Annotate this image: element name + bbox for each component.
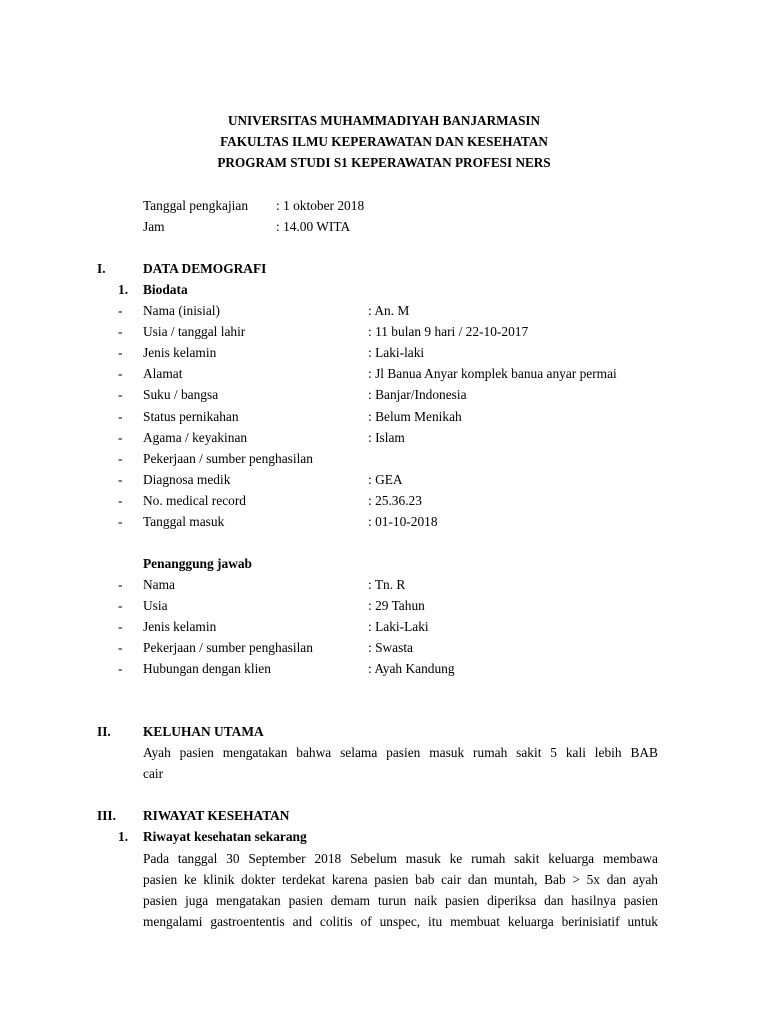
section1-number: I. [97, 261, 106, 276]
row-label: No. medical record [143, 492, 246, 508]
section2-number: II. [97, 724, 111, 739]
row-dash: - [118, 598, 123, 614]
row-label: Pekerjaan / sumber penghasilan [143, 450, 313, 466]
row-label: Jenis kelamin [143, 345, 217, 361]
program-title: PROGRAM STUDI S1 KEPERAWATAN PROFESI NERS [217, 155, 551, 170]
row-value: : Tn. R [368, 577, 406, 592]
row-value: : GEA [368, 471, 403, 487]
row-value: : Ayah Kandung [368, 661, 455, 677]
section3-number: III. [97, 808, 116, 823]
row-label: Hubungan dengan klien [143, 661, 271, 677]
row-dash: - [118, 471, 123, 487]
row-dash: - [118, 661, 123, 677]
row-value: : 29 Tahun [368, 598, 425, 614]
university-title: UNIVERSITAS MUHAMMADIYAH BANJARMASIN [227, 113, 541, 128]
row-dash: - [118, 324, 123, 340]
meta-date-value: : 1 oktober 2018 [276, 198, 365, 213]
row-value: : Islam [368, 429, 405, 445]
row-dash: - [118, 577, 123, 592]
biodata-title: Biodata [143, 282, 188, 297]
row-label: Agama / keyakinan [143, 429, 248, 445]
section1-title: DATA DEMOGRAFI [143, 261, 267, 276]
row-dash: - [118, 514, 123, 529]
row-label: Nama (inisial) [143, 303, 220, 318]
row-value: : Jl Banua Anyar komplek banua anyar permai [368, 366, 617, 382]
row-label: Suku / bangsa [143, 387, 219, 403]
row-label: Jenis kelamin [143, 619, 217, 635]
row-dash: - [118, 429, 123, 445]
section2-title: KELUHAN UTAMA [143, 724, 264, 739]
row-value: : Banjar/Indonesia [368, 387, 467, 403]
row-value: : Belum Menikah [368, 408, 462, 424]
faculty-title: FAKULTAS ILMU KEPERAWATAN DAN KESEHATAN [220, 134, 548, 149]
row-value: : Laki-Laki [368, 619, 429, 635]
row-label: Usia [143, 598, 168, 614]
row-dash: - [118, 366, 123, 382]
riwayat-line-1: Pada tanggal 30 September 2018 Sebelum masuk ke rumah sakit keluarga membawa [143, 851, 658, 866]
penanggung-title: Penanggung jawab [143, 556, 253, 571]
row-dash: - [118, 387, 123, 403]
riwayat-line-3: pasien juga mengatakan pasien demam turun naik pasien diperiksa dan hasilnya pasien [143, 893, 658, 908]
row-dash: - [118, 640, 123, 656]
row-value: : 01-10-2018 [368, 514, 438, 529]
row-value: : Swasta [368, 640, 414, 656]
row-value: : 25.36.23 [368, 492, 422, 508]
row-label: Tanggal masuk [143, 514, 225, 529]
row-dash: - [118, 345, 123, 361]
riwayat-number: 1. [118, 829, 129, 844]
row-value: : 11 bulan 9 hari / 22-10-2017 [368, 324, 529, 340]
row-label: Usia / tanggal lahir [143, 324, 246, 340]
meta-time-value: : 14.00 WITA [276, 219, 351, 234]
keluhan-line-2: cair [143, 766, 164, 781]
riwayat-line-2: pasien ke klinik dokter terdekat karena pasien bab cair dan muntah, Bab > 5x dan ayah [143, 872, 658, 887]
row-label: Nama [143, 577, 175, 592]
riwayat-line-4: mengalami gastroententis and colitis of unspec, itu membuat keluarga berinisiatif untuk [143, 914, 658, 929]
row-dash: - [118, 303, 123, 318]
row-value: : Laki-laki [368, 345, 425, 361]
row-dash: - [118, 408, 123, 424]
row-value: : An. M [368, 303, 410, 318]
meta-time-label: Jam [143, 219, 165, 234]
biodata-number: 1. [118, 282, 129, 297]
row-dash: - [118, 492, 123, 508]
row-dash: - [118, 619, 123, 635]
keluhan-paragraph [143, 742, 658, 784]
keluhan-line-1: Ayah pasien mengatakan bahwa selama pasien masuk rumah sakit 5 kali lebih BAB [143, 745, 658, 760]
row-dash: - [118, 450, 123, 466]
row-label: Pekerjaan / sumber penghasilan [143, 640, 313, 656]
section3-title: RIWAYAT KESEHATAN [143, 808, 290, 823]
riwayat-paragraph [143, 848, 658, 932]
meta-date-label: Tanggal pengkajian [143, 198, 249, 213]
row-label: Status pernikahan [143, 408, 239, 424]
row-label: Alamat [143, 366, 183, 382]
riwayat-title: Riwayat kesehatan sekarang [143, 829, 307, 844]
row-label: Diagnosa medik [143, 471, 231, 487]
